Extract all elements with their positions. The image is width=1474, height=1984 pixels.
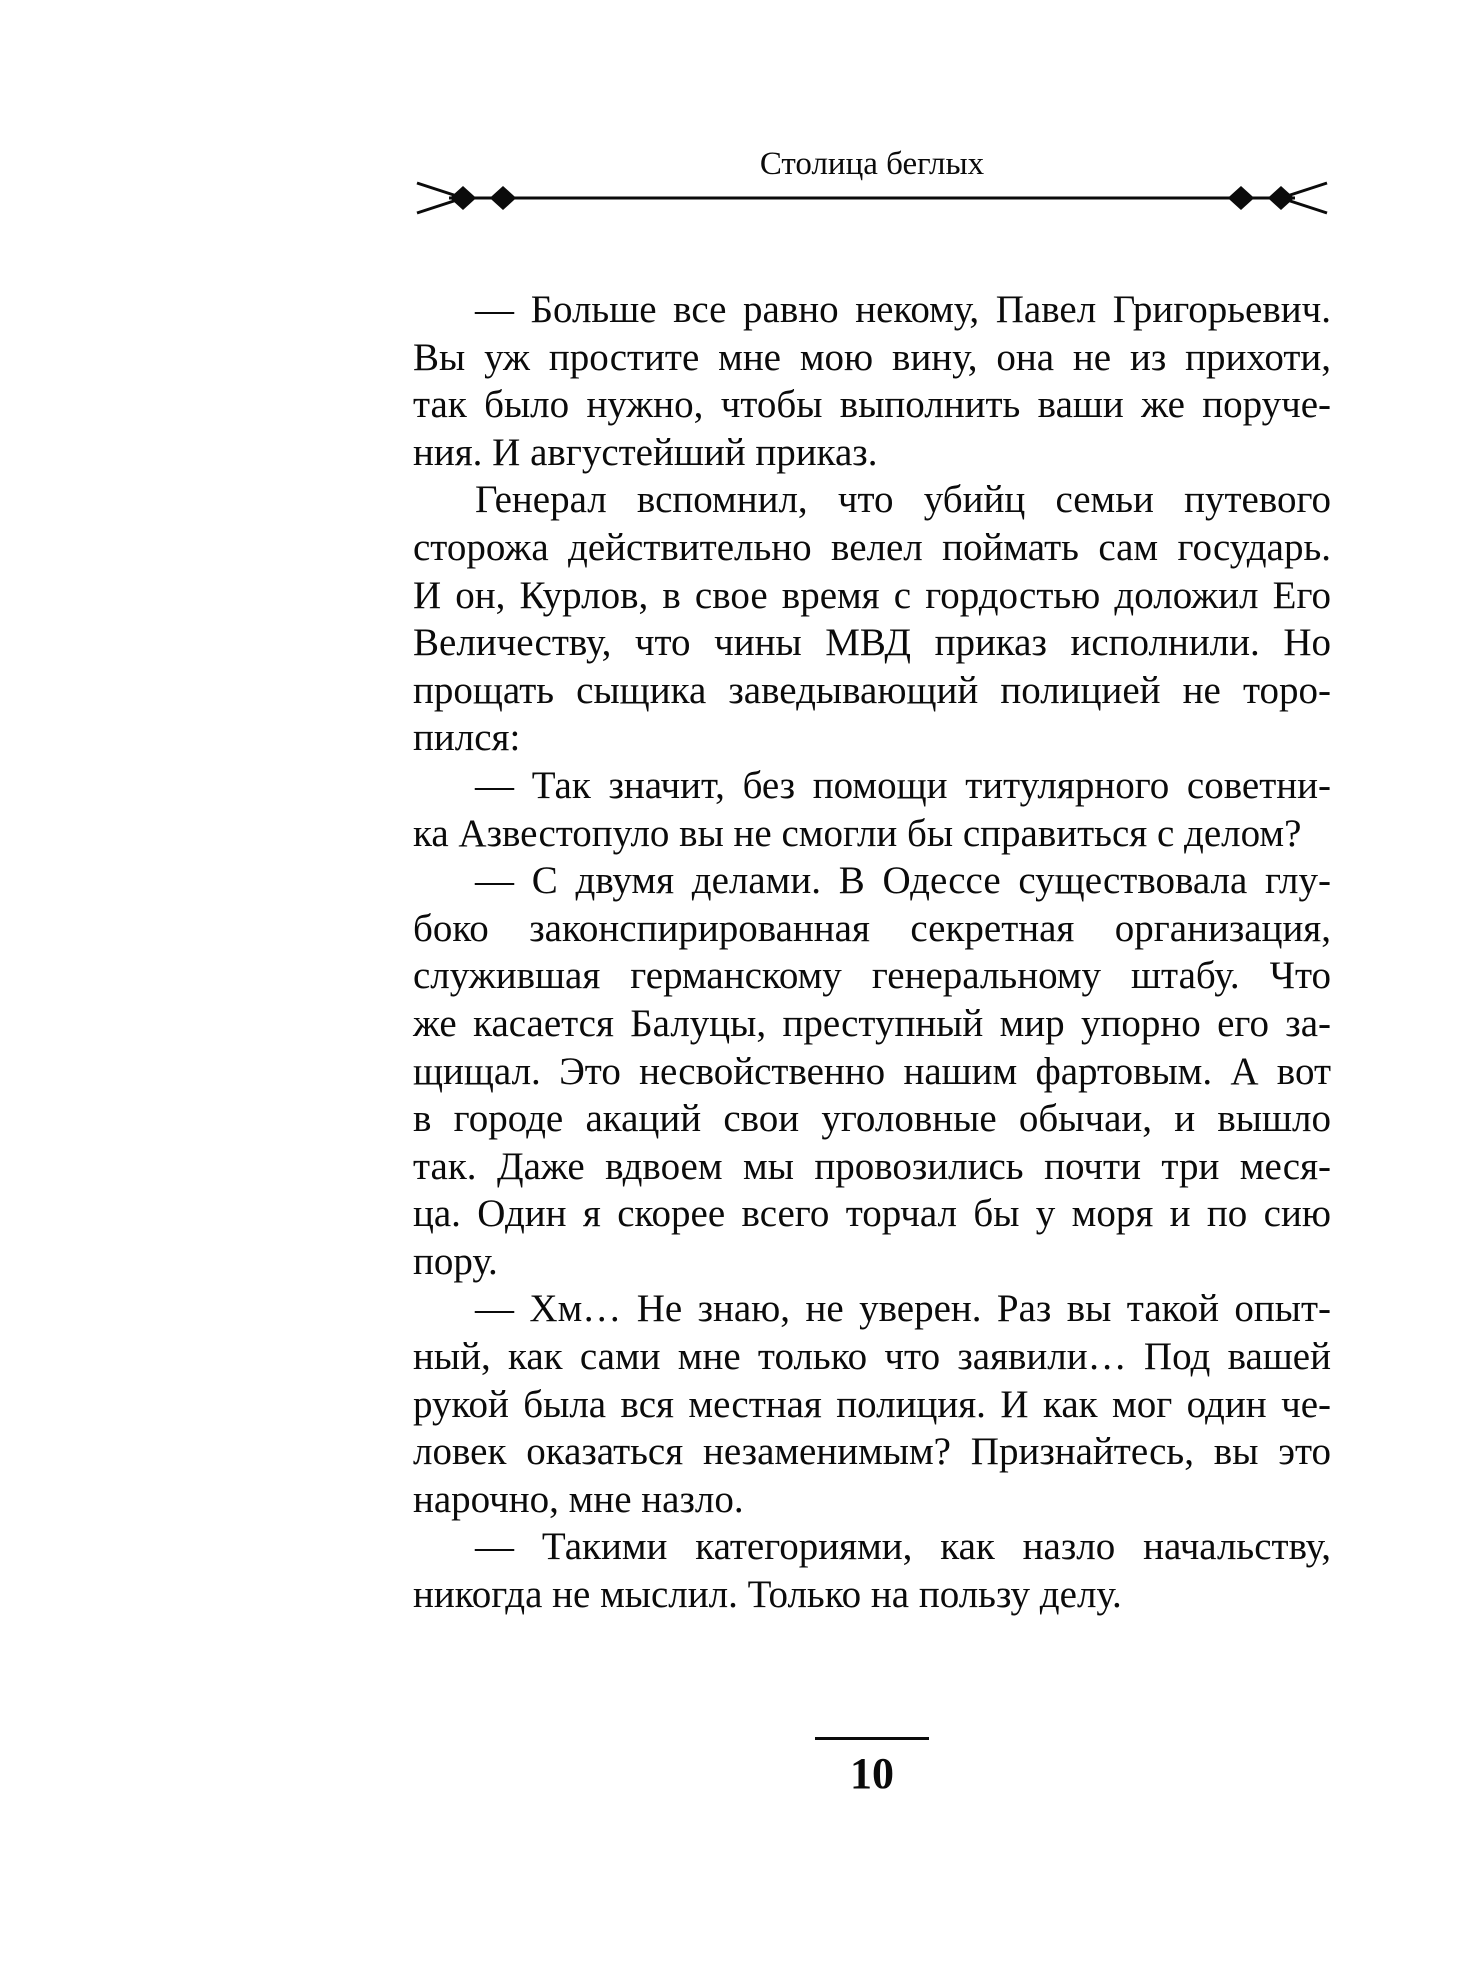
divider-diamond-icon	[1230, 188, 1252, 208]
text-line: щищал. Это несвойственно нашим фартовым. А вот	[413, 1049, 1331, 1093]
text-line: нарочно, мне назло.	[413, 1477, 744, 1521]
text-line: ный, как сами мне только что заявили… Под вашей	[413, 1335, 1331, 1379]
text-line: — Такими категориями, как назло начальству,	[475, 1525, 1331, 1569]
text-line: боко законспирированная секретная организация,	[413, 906, 1331, 950]
text-line: пору.	[413, 1239, 498, 1283]
text-line: И он, Курлов, в свое время с гордостью доложил Его	[413, 573, 1331, 617]
text-line: Величеству, что чины МВД приказ исполнили. Но	[413, 621, 1331, 665]
text-line: ловек оказаться незаменимым? Признайтесь, вы это	[413, 1430, 1331, 1474]
header-divider	[413, 180, 1331, 216]
text-line: — Так значит, без помощи титулярного советни-	[475, 763, 1331, 807]
text-line: ка Азвестопуло вы не смогли бы справиться с делом?	[413, 811, 1302, 855]
text-line: сторожа действительно велел поймать сам государь.	[413, 525, 1331, 569]
text-line: Генерал вспомнил, что убийц семьи путевого	[475, 478, 1331, 522]
text-line: — Хм… Не знаю, не уверен. Раз вы такой опыт-	[475, 1287, 1331, 1331]
body-text	[413, 286, 1331, 1619]
divider-diamond-icon	[452, 188, 474, 208]
running-head-title: Столица беглых	[759, 146, 985, 182]
text-line: же касается Балуцы, преступный мир упорно его за-	[413, 1001, 1331, 1045]
divider-diamond-icon	[492, 188, 514, 208]
text-line: так. Даже вдвоем мы провозились почти три меся-	[413, 1144, 1331, 1188]
text-line: — С двумя делами. В Одессе существовала глу-	[475, 859, 1331, 903]
text-line: рукой была вся местная полиция. И как мог один че-	[413, 1382, 1331, 1426]
text-line: ца. Один я скорее всего торчал бы у моря и по сию	[413, 1192, 1331, 1236]
text-line: — Больше все равно некому, Павел Григорьевич.	[475, 288, 1331, 331]
text-line: прощать сыщика заведывающий полицией не торо-	[413, 668, 1331, 712]
text-line: никогда не мыслил. Только на пользу делу.	[413, 1573, 1122, 1617]
text-line: ния. И августейший приказ.	[413, 430, 878, 474]
text-line: пился:	[413, 716, 521, 760]
text-line: так было нужно, чтобы выполнить ваши же поруче-	[413, 383, 1331, 427]
page-number: 10	[850, 1749, 894, 1798]
text-line: служившая германскому генеральному штабу. Что	[413, 954, 1331, 998]
text-line: Вы уж простите мне мою вину, она не из прихоти,	[413, 335, 1331, 379]
footer-rule	[815, 1737, 929, 1740]
text-line: в городе акаций свои уголовные обычаи, и вышло	[413, 1097, 1331, 1141]
